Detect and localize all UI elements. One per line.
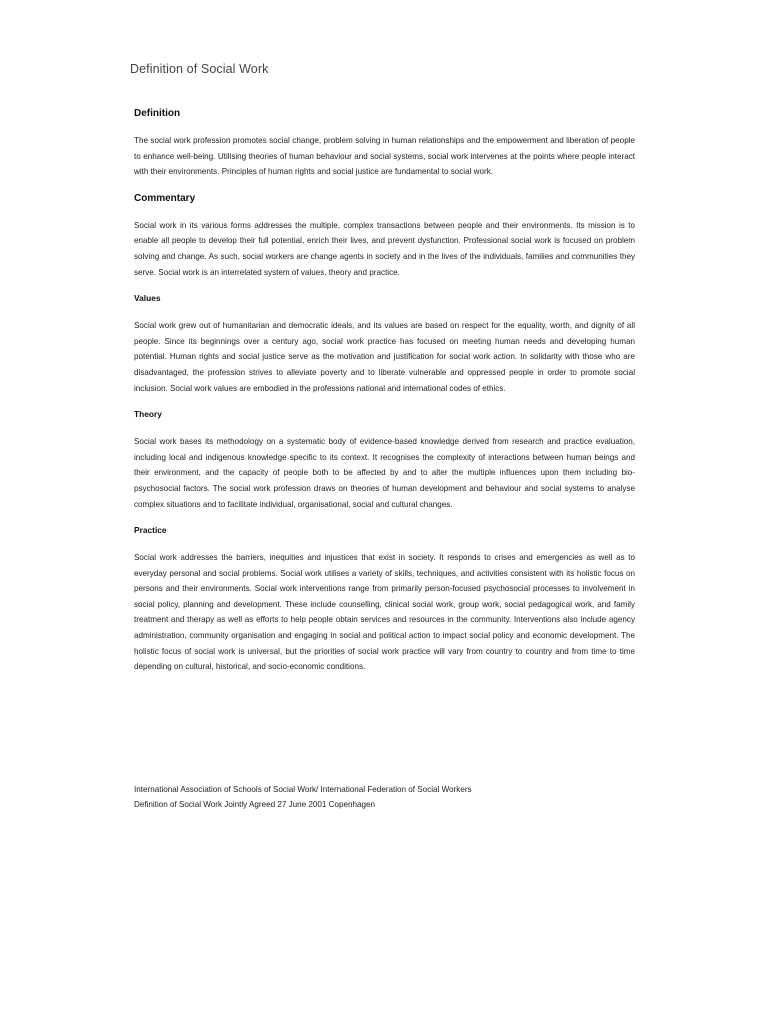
practice-heading: Practice xyxy=(134,525,167,536)
citation-footer xyxy=(134,782,654,813)
commentary-heading: Commentary xyxy=(134,192,196,204)
values-paragraph: Social work grew out of humanitarian and democratic ideals, and its values are based on respect for the equality, worth, and dignity of all people. Since its beginnings over a century ago, social work practice has focused on meeting human needs and developing human potential. Human rights and social justice serve as the motivation and justification for social work action. In solidarity with those who are disadvantaged, the profession strives to alleviate poverty and to liberate vulnerable and oppressed people in order to promote social inclusion. Social work values are embodied in the professions national and international codes of ethics. xyxy=(134,321,635,393)
values-heading: Values xyxy=(134,293,161,304)
theory-heading: Theory xyxy=(134,409,162,420)
definition-heading: Definition xyxy=(134,108,181,119)
document-body xyxy=(134,108,635,675)
citation-line-agreement: Definition of Social Work Jointly Agreed 27 June 2001 Copenhagen xyxy=(134,800,376,810)
theory-paragraph: Social work bases its methodology on a systematic body of evidence-based knowledge derived from research and practice evaluation, including local and indigenous knowledge specific to its context. It recognises the complexity of interactions between human beings and their environment, and the capacity of people both to be affected by and to alter the multiple influences upon them including bio-psychosocial factors. The social work profession draws on theories of human development and behaviour and social systems to analyse complex situations and to facilitate individual, organisational, social and cultural changes. xyxy=(134,437,635,509)
definition-paragraph: The social work profession promotes social change, problem solving in human relationships and the empowerment and liberation of people to enhance well-being. Utilising theories of human behaviour and social systems, social work intervenes at the points where people interact with their environments. Principles of human rights and social justice are fundamental to social work. xyxy=(134,136,635,177)
commentary-paragraph: Social work in its various forms addresses the multiple, complex transactions between people and their environments. Its mission is to enable all people to develop their full potential, enrich their lives, and prevent dysfunction. Professional social work is focused on problem solving and change. As such, social workers are change agents in society and in the lives of the individuals, families and communities they serve. Social work is an interrelated system of values, theory and practice. xyxy=(134,220,635,277)
citation-line-organisations: International Association of Schools of Social Work/ International Federation of Social Workers xyxy=(134,785,472,794)
document-title: Definition of Social Work xyxy=(130,62,269,76)
practice-paragraph: Social work addresses the barriers, inequities and injustices that exist in society. It responds to crises and emergencies as well as to everyday personal and social problems. Social work utilises a variety of skills, techniques, and activities consistent with its holistic focus on persons and their environments. Social work interventions range from primarily person-focused psychosocial processes to involvement in social policy, planning and development. These include counselling, clinical social work, group work, social pedagogical work, and family treatment and therapy as well as efforts to help people obtain services and resources in the community. Interventions also include agency administration, community organisation and engaging in social and political action to impact social policy and economic development. The holistic focus of social work is universal, but the priorities of social work practice will vary from country to country and from time to time depending on cultural, historical, and socio-economic conditions. xyxy=(134,553,635,672)
